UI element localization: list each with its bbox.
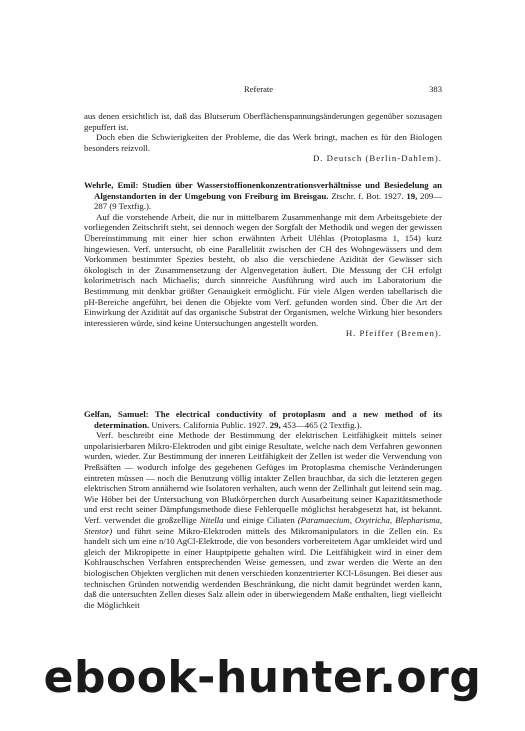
review-2-signature bbox=[84, 328, 442, 339]
review-2-body: Auf die vorstehende Arbeit, die nur in mittelbarem Zusammenhange mit dem Arbeitsgebiete der vorliegenden Zeitschrift steht, sei dennoch wegen der Sorgfalt der Methodik und wegen der gewissen Übereinstimmung mit einer hier schon erwähnten Arbeit Uléhlas (Protoplasma 1, 154) kurz hingewiesen. Verf. untersucht, ob eine Parallelität zwischen der CH des Wohngewässers und dem Vorkommen bestimmter Spezies besteht, ob also die verschiedene Azidität der Gewässer sich ökologisch in der Zusammensetzung der Algenvegetation äußert. Die Messung der CH erfolgt kolorimetrisch nach Michaelis; durch sinnreiche Ausführung wird auch im Laboratorium die Bestimmung mit denkbar größter Genauigkeit ermöglicht. Für viele Algen werden tabellarisch die pH-Bereiche angeführt, bei denen die Objekte vom Verf. gefunden worden sind. Über die Art der Einwirkung der Azidität auf das organische Substrat der Organismen, welche Wirkung hier besonders interessieren würde, sind keine Untersuchungen angestellt worden. bbox=[84, 211, 442, 328]
review-1-paragraph: Doch eben die Schwierigkeiten der Probleme, die das Werk bringt, machen es für den Biologen besonders reizvoll. bbox=[84, 132, 442, 153]
review-2-heading bbox=[84, 180, 442, 212]
review-3-heading bbox=[84, 409, 442, 430]
review-3-pages: 453—465 (2 Textfig.). bbox=[282, 419, 362, 430]
review-3-genus-nitella: Nitella bbox=[199, 514, 224, 525]
review-3-body-part1: Verf. beschreibt eine Methode der Bestimmung der elektrischen Leitfähigkeit mittels seiner unpolarisierbaren Mikro-Elektroden und gibt einige Resultate, welche nach dem Verfahren gewonnen wurden, wieder. Zur Bestimmung der inneren Leitfähigkeit der Zellen ist weder die Verwendung von Preßsäften — wodurch infolge des gegebenen Gefüges im Protoplasma chemische Veränderungen eintreten müssen — noch die Benutzung völlig intakter Zellen brauchbar, da sich die letzteren gegen elektrischen Strom annähernd wie Isolatoren verhalten, auch wenn der Zellinhalt gut leitend sein mag. Wie Höber bei der Untersuchung von Blutkörperchen durch Ausarbeitung seiner Kapazitätsmethode und erst recht seiner Dämpfungsmethode diese Fehlerquelle möglichst herabgesetzt hat, ist bekannt. Verf. verwendet die großzellige bbox=[84, 430, 442, 525]
review-1-signature-text: D. Deutsch (Berlin-Dahlem). bbox=[312, 153, 442, 164]
review-2-volume: 19, bbox=[406, 190, 418, 201]
watermark: ebook-hunter.org bbox=[43, 652, 482, 703]
review-3-title: Gelfan, Samuel: The electrical conductivity of protoplasm and a new method of its determination. bbox=[84, 409, 442, 430]
review-1-tail bbox=[84, 111, 442, 164]
review-3 bbox=[84, 409, 442, 610]
review-3-body-mid: und einige Ciliaten bbox=[226, 514, 295, 525]
review-2-pages: 209—287 (9 Textfig.). bbox=[94, 190, 443, 212]
running-head-title: Referate bbox=[244, 84, 274, 94]
review-1-text: aus denen ersichtlich ist, daß das Blutserum Oberflächenspannungsänderungen gegenüber sozusagen gepuffert ist. bbox=[84, 111, 442, 132]
review-3-body-part2: und führt seine Mikro-Elektroden mittels des Mikromanipulators in die Zellen ein. Es handelt sich um eine n/10 AgCl-Elektrode, die von besonders vorbereitetem Agar umkleidet wird und gleich der Mikropipette in einer Hauptpipette gehalten wird. Die Leitfähigkeit wird in einer dem Kohlrauschschen Verfahren entsprechenden Weise gemessen, und zwar werden die Werte an den biologischen Objekten verglichen mit denen verschieden konzentrierter KCl-Lösungen. Bei dieser aus technischen Gründen notwendig werdenden Beschränkung, die nicht damit begründet werden kann, daß die untersuchten Zellen dieses Salz allein oder in überwiegendem Maße enthalten, liegt vielleicht die Möglichkeit bbox=[84, 525, 442, 610]
review-3-citation: Univers. California Public. 1927. bbox=[151, 419, 268, 430]
review-2-citation: Ztschr. f. Bot. 1927. bbox=[331, 190, 404, 201]
review-3-genera-ciliates: (Paramaecium, Oxytricha, Blepharisma, Stentor) bbox=[84, 514, 443, 536]
review-2-title: Wehrle, Emil: Studien über Wasserstoffionenkonzentrationsverhältnisse und Besiedelung an Algenstandorten in der Umgebung von Freiburg im Breisgau. bbox=[84, 180, 442, 201]
review-3-volume: 29, bbox=[269, 419, 281, 430]
review-2-signature-text: H. Pfeiffer (Bremen). bbox=[345, 328, 442, 339]
running-head bbox=[84, 84, 442, 98]
review-1-signature bbox=[84, 153, 442, 164]
review-2 bbox=[84, 180, 442, 339]
review-3-body bbox=[84, 430, 442, 610]
page-number: 383 bbox=[429, 84, 442, 94]
